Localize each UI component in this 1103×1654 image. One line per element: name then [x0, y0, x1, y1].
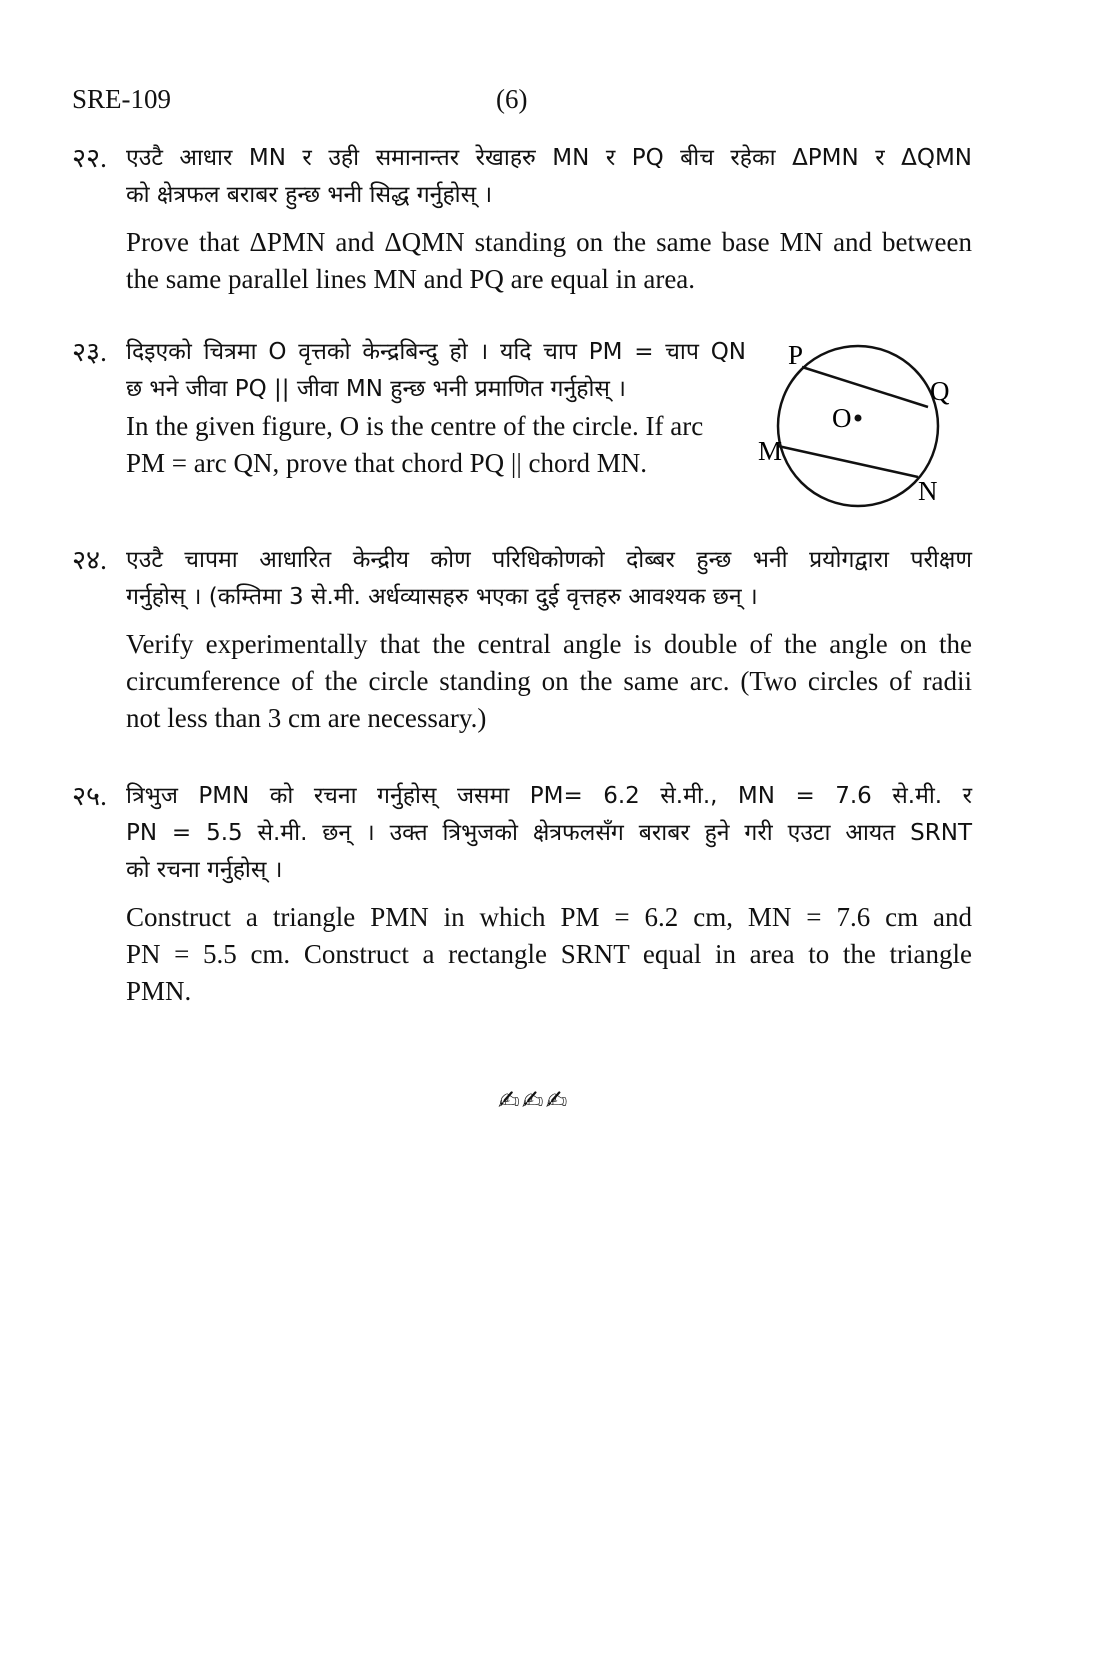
- chord-mn: [778, 446, 918, 477]
- circle: [778, 346, 938, 506]
- label-m: M: [758, 436, 783, 466]
- question-text-nepali: PN = 5.5 से.मी. छन् । उक्त त्रिभुजको क्षेत्रफलसँग बराबर हुने गरी एउटा आयत SRNT: [126, 820, 972, 846]
- question-text-nepali: एउटै आधार MN र उही समानान्तर रेखाहरु MN र PQ बीच रहेका ΔPMN र ΔQMN: [126, 145, 972, 171]
- question-text-nepali: को रचना गर्नुहोस् ।: [126, 857, 283, 883]
- page-number: (6): [496, 84, 528, 114]
- label-n: N: [918, 476, 938, 506]
- label-q: Q: [930, 376, 950, 406]
- question-text-english: Verify experimentally that the central angle is double of the angle on the: [126, 629, 972, 659]
- question-number: २३.: [72, 337, 107, 367]
- question-text-nepali: त्रिभुज PMN को रचना गर्नुहोस् जसमा PM= 6.2 से.मी., MN = 7.6 से.मी. र: [126, 783, 972, 809]
- question-text-english: PN = 5.5 cm. Construct a rectangle SRNT equal in area to the triangle: [126, 939, 972, 969]
- circle-figure: [758, 334, 1000, 524]
- question-number: २५.: [72, 781, 107, 811]
- label-p: P: [788, 340, 804, 370]
- question-text-english: PM = arc QN, prove that chord PQ || chord MN.: [126, 448, 647, 478]
- question-text-english: the same parallel lines MN and PQ are equal in area.: [126, 264, 696, 294]
- question-text-nepali: छ भने जीवा PQ || जीवा MN हुन्छ भनी प्रमाणित गर्नुहोस् ।: [126, 376, 626, 402]
- question-number: २२.: [72, 143, 107, 173]
- question-text-english: not less than 3 cm are necessary.): [126, 703, 487, 733]
- end-mark: ✍✍✍: [498, 1086, 570, 1116]
- question-text-english: Prove that ΔPMN and ΔQMN standing on the same base MN and between: [126, 227, 972, 257]
- question-text-nepali: को क्षेत्रफल बराबर हुन्छ भनी सिद्ध गर्नुहोस् ।: [126, 182, 493, 208]
- question-text-nepali: दिइएको चित्रमा O वृत्तको केन्द्रबिन्दु हो । यदि चाप PM = चाप QN: [126, 339, 746, 365]
- question-number: २४.: [72, 545, 107, 575]
- question-text-english: In the given figure, O is the centre of the circle. If arc: [126, 411, 704, 441]
- question-text-nepali: एउटै चापमा आधारित केन्द्रीय कोण परिधिकोणको दोब्बर हुन्छ भनी प्रयोगद्वारा परीक्षण: [126, 547, 972, 573]
- exam-code: SRE-109: [72, 84, 172, 114]
- centre-point: [855, 415, 862, 422]
- label-o: O: [832, 403, 852, 433]
- question-text-english: PMN.: [126, 976, 192, 1006]
- question-text-english: circumference of the circle standing on the same arc. (Two circles of radii: [126, 666, 972, 696]
- chord-pq: [802, 367, 928, 407]
- question-text-english: Construct a triangle PMN in which PM = 6.2 cm, MN = 7.6 cm and: [126, 902, 972, 932]
- question-text-nepali: गर्नुहोस् । (कम्तिमा 3 से.मी. अर्धव्यासहरु भएका दुई वृत्तहरु आवश्यक छन् ।: [126, 584, 758, 610]
